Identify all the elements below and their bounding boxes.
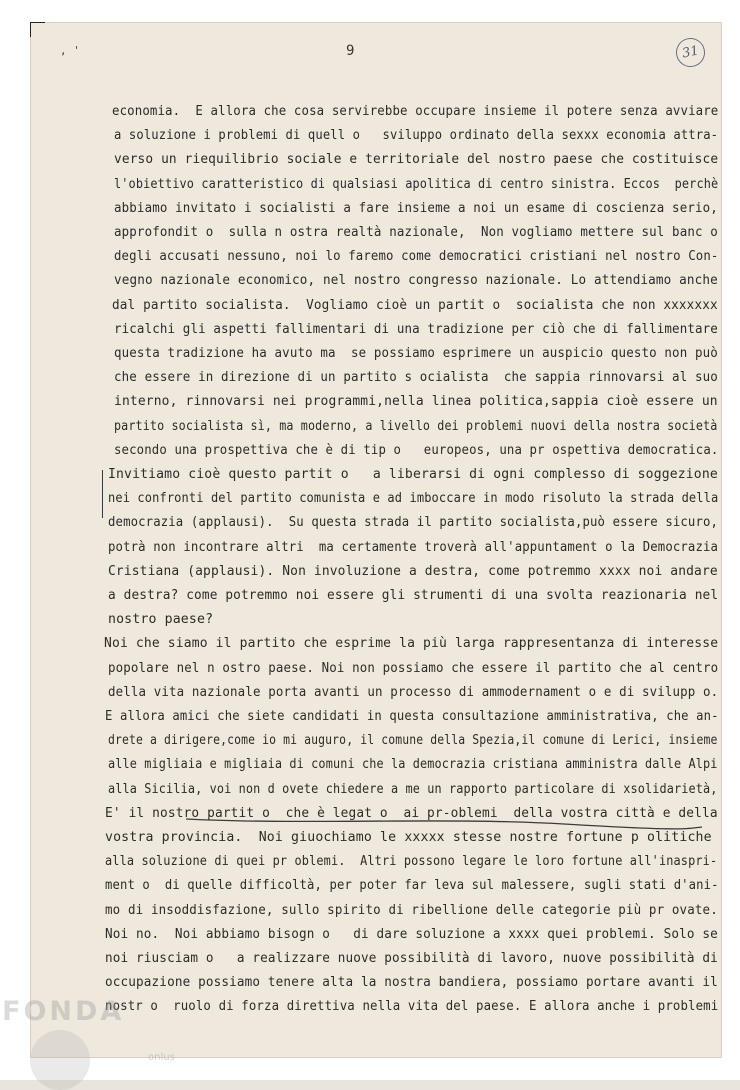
- text-line: della vita nazionale porta avanti un processo di ammodernament o e di svilupp o.: [108, 684, 719, 700]
- text-line: alle migliaia e migliaia di comuni che la democrazia cristiana amministra dalle Alpi: [108, 757, 718, 773]
- text-line: drete a dirigere,come io mi auguro, il comune della Spezia,il comune di Lerici, insieme: [108, 733, 718, 749]
- text-line: questa tradizione ha avuto ma se possiamo esprimere un auspicio questo non può: [114, 346, 718, 361]
- text-line: degli accusati nessuno, noi lo faremo come democratici cristiani nel nostro Con-: [114, 249, 719, 265]
- text-line: alla Sicilia, voi non d ovete chiedere a me un rapporto particolare di xsolidarietà,: [108, 781, 718, 797]
- text-line: vegno nazionale economico, nel nostro congresso nazionale. Lo attendiamo anche: [114, 273, 718, 289]
- text-line: democrazia (applausi). Su questa strada il partito socialista,può essere sicuro,: [108, 515, 719, 531]
- text-line: economia. E allora che cosa servirebbe occupare insieme il potere senza avviare: [112, 104, 719, 119]
- text-line: mo di insoddisfazione, sullo spirito di ribellione delle categorie più pr ovate.: [105, 902, 718, 918]
- text-line: approfondit o sulla n ostra realtà nazionale, Non vogliamo mettere sul banc o: [114, 225, 718, 240]
- watermark-sub: onlus: [148, 1052, 175, 1063]
- text-line: Noi no. Noi abbiamo bisogn o di dare soluzione a xxxx quei problemi. Solo se: [105, 926, 718, 942]
- text-line: secondo una prospettiva che è di tip o europeos, una pr ospettiva democratica.: [114, 442, 719, 458]
- text-line: Noi che siamo il partito che esprime la più larga rappresentanza di interesse: [104, 636, 719, 652]
- watermark-brand: FONDA: [2, 996, 125, 1027]
- text-line: popolare nel n ostro paese. Noi non possiamo che essere il partito che al centro: [108, 660, 719, 676]
- text-line: nostro paese?: [108, 612, 214, 628]
- text-line: partito socialista sì, ma moderno, a livello dei problemi nuovi della nostra società: [114, 418, 718, 434]
- text-line: E allora amici che siete candidati in questa consultazione amministrativa, che an-: [105, 709, 719, 724]
- text-line: nostr o ruolo di forza direttiva nella vita del paese. E allora anche i problemi: [105, 999, 719, 1015]
- text-line: Invitiamo cioè questo partit o a liberarsi di ogni complesso di soggezione: [108, 467, 718, 482]
- archive-number-stamp: 31: [673, 35, 707, 69]
- page-number: 9: [346, 43, 355, 59]
- text-line: che essere in direzione di un partito s ocialista che sappia rinnovarsi al suo: [114, 370, 718, 386]
- text-line: occupazione possiamo tenere alta la nostra bandiera, possiamo portare avanti il: [105, 975, 718, 991]
- text-line: interno, rinnovarsi nei programmi,nella linea politica,sappia cioè essere un: [114, 394, 718, 410]
- text-line: verso un riequilibrio sociale e territoriale del nostro paese che costituisce: [114, 152, 719, 168]
- text-line: dal partito socialista. Vogliamo cioè un partit o socialista che non xxxxxxx: [112, 297, 718, 313]
- text-line: a destra? come potremmo noi essere gli strumenti di una svolta reazionaria nel: [108, 588, 719, 603]
- text-line: ricalchi gli aspetti fallimentari di una tradizione per ciò che di fallimentare: [114, 321, 718, 337]
- text-line: a soluzione i problemi di quell o sviluppo ordinato della sexxx economia attra-: [114, 128, 719, 144]
- watermark-logo: [30, 1030, 90, 1090]
- text-line: abbiamo invitato i socialisti a fare insieme a noi un esame di coscienza serio,: [114, 200, 718, 216]
- text-line: alla soluzione di quei pr oblemi. Altri possono legare le loro fortune all'inaspri-: [105, 854, 718, 870]
- text-line: l'obiettivo caratteristico di qualsiasi apolitica di centro sinistra. Eccos perchè: [114, 176, 719, 192]
- text-line: noi riusciam o a realizzare nuove possibilità di lavoro, nuove possibilità di: [105, 951, 718, 966]
- text-line: nei confronti del partito comunista e ad imboccare in modo risoluto la strada della: [108, 491, 719, 507]
- text-line: ment o di quelle difficoltà, per poter far leva sul malessere, sugli stati d'ani-: [105, 878, 719, 894]
- margin-ticks: , ': [60, 44, 80, 57]
- text-line: Cristiana (applausi). Non involuzione a destra, come potremmo xxxx noi andare: [108, 563, 718, 579]
- text-line: vostra provincia. Noi giuochiamo le xxxxx stesse nostre fortune p olitiche: [105, 830, 712, 845]
- text-line: potrà non incontrare altri ma certamente troverà all'appuntament o la Democrazia: [108, 539, 719, 555]
- text-line: E' il nostro partit o che è legat o ai pr-oblemi della vostra città e della: [105, 805, 718, 821]
